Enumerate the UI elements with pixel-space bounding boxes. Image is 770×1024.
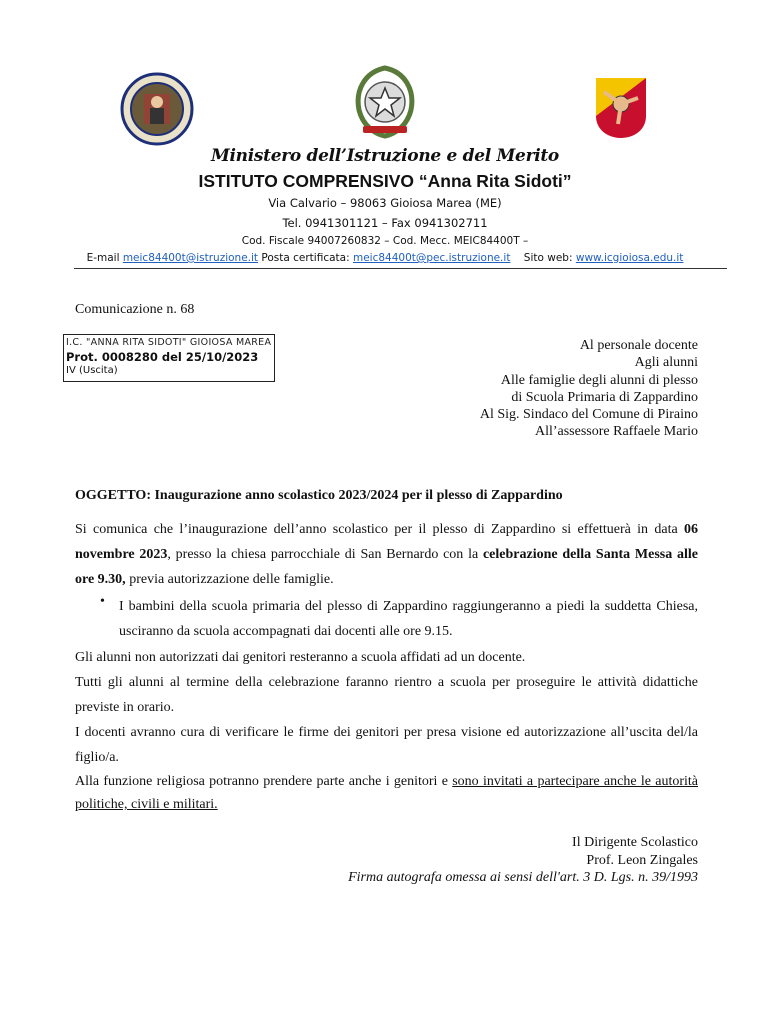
signature-note: Firma autografa omessa ai sensi dell'art. 3 D. Lgs. n. 39/1993 (348, 870, 698, 885)
paragraph-announcement (75, 517, 698, 592)
paragraph-text: previa autorizzazione delle famiglie. (125, 572, 334, 587)
school-name: ISTITUTO COMPRENSIVO “Anna Rita Sidoti” (198, 171, 572, 191)
signature-name: Prof. Leon Zingales (586, 852, 698, 868)
bullet-paragraph: I bambini della scuola primaria del plesso di Zappardino raggiungeranno a piedi la suddetta Chiesa, usciranno da scuola accompagnati dai docenti alle ore 9.15. (119, 599, 698, 639)
web-link[interactable]: www.icgioiosa.edu.it (575, 252, 684, 264)
paragraph-text: , presso la chiesa parrocchiale di San Bernardo con la (167, 547, 483, 562)
paragraph-return: Tutti gli alunni al termine della celebrazione faranno rientro a scuola per proseguire le attività didattiche previste in orario. (75, 675, 698, 715)
school-address: Via Calvario – 98063 Gioiosa Marea (ME) (268, 196, 502, 210)
header-divider (74, 268, 727, 269)
paragraph-unauthorized: Gli alunni non autorizzati dai genitori resteranno a scuola affidati ad un docente. (75, 650, 526, 665)
paragraph-text: Alla funzione religiosa potranno prendere parte anche i genitori e (75, 774, 453, 789)
pec-label: Posta certificata: (261, 252, 350, 264)
invitation-underlined: sono invitati a partecipare anche le autorità politiche, civili e militari. (75, 774, 698, 812)
signature-block (348, 834, 698, 887)
email-label: E-mail (86, 252, 120, 264)
recipient-line: All’assessore Raffaele Mario (534, 424, 698, 440)
web-label: Sito web: (523, 252, 573, 264)
communication-number: Comunicazione n. 68 (75, 302, 195, 317)
paragraph-invitation (75, 770, 698, 816)
recipient-line: di Scuola Primaria di Zappardino (511, 389, 698, 405)
bullet-dot: • (100, 594, 105, 609)
protocol-stamp (63, 334, 275, 382)
signature-role: Il Dirigente Scolastico (572, 835, 698, 850)
school-codes: Cod. Fiscale 94007260832 – Cod. Mecc. MEIC84400T – (241, 235, 529, 247)
recipients-block (480, 337, 698, 441)
school-seal-logo (120, 72, 194, 146)
subject-line: OGGETTO: Inaugurazione anno scolastico 2023/2024 per il plesso di Zappardino (75, 488, 563, 503)
paragraph-text: Si comunica che l’inaugurazione dell’anno scolastico per il plesso di Zappardino si effettuerà in data (75, 522, 684, 537)
recipient-line: Al personale docente (579, 338, 698, 353)
ministry-title: Ministero dell’Istruzione e del Merito (211, 146, 559, 166)
stamp-line-2: Prot. 0008280 del 25/10/2023 (66, 350, 259, 364)
school-phone: Tel. 0941301121 – Fax 0941302711 (282, 216, 488, 230)
sicily-region-emblem (594, 76, 648, 140)
italian-republic-emblem (349, 64, 421, 142)
pec-link[interactable]: meic84400t@pec.istruzione.it (352, 252, 511, 264)
email-link[interactable]: meic84400t@istruzione.it (122, 252, 259, 264)
mass-time: celebrazione della Santa Messa alle ore 9.30, (75, 547, 699, 587)
recipient-line: Alle famiglie degli alunni di plesso (500, 372, 698, 388)
stamp-line-1: I.C. "ANNA RITA SIDOTI" GIOIOSA MAREA (66, 337, 272, 348)
stamp-line-3: IV (Uscita) (66, 365, 118, 376)
event-date: 06 novembre 2023 (75, 522, 698, 562)
contact-line (0, 252, 770, 264)
paragraph-teachers: I docenti avranno cura di verificare le firme dei genitori per presa visione ed autorizzazione all’uscita del/la figlio/a. (75, 725, 698, 765)
recipient-line: Al Sig. Sindaco del Comune di Piraino (479, 407, 698, 423)
recipient-line: Agli alunni (634, 355, 698, 371)
